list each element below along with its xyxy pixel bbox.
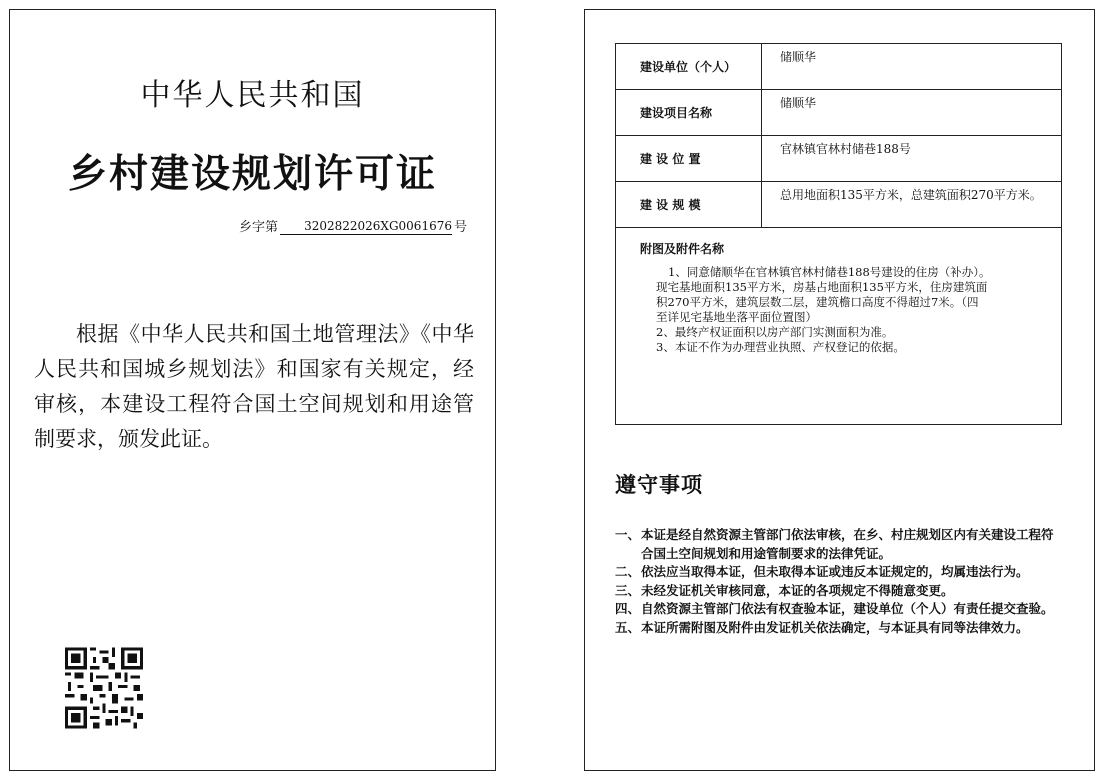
table-row [616,90,1062,136]
table-row [616,44,1062,90]
rule-index: 三、 [615,582,641,598]
row-label: 建设项目名称 [616,90,762,136]
attachment-line: 1、同意储顺华在官林镇官林村储巷188号建设的住房（补办）。 [668,265,991,279]
country-name: 中华人民共和国 [140,78,365,113]
certificate-title: 乡村建设规划许可证 [67,152,437,197]
rule-index: 五、 [615,619,641,635]
row-label: 建 设 位 置 [616,136,762,182]
rule-text: 自然资源主管部门依法有权查验本证，建设单位（个人）有责任提交查验。 [641,601,1054,616]
row-value: 官林镇官林村储巷188号 [762,136,1062,182]
rules-title: 遵守事项 [615,473,703,497]
rule-text: 未经发证机关审核同意，本证的各项规定不得随意变更。 [641,582,954,598]
rule-text: 依法应当取得本证，但未取得本证或违反本证规定的，均属违法行为。 [641,564,1029,579]
row-label: 建 设 规 模 [616,182,762,228]
attachment-line: 2、最终产权证面积以房产部门实测面积为准。 [656,325,894,339]
attachment-line: 至详见宅基地坐落平面位置图） [656,310,817,324]
rule-text: 本证所需附图及附件由发证机关依法确定，与本证具有同等法律效力。 [641,619,1029,635]
rule-index: 二、 [615,564,641,579]
list-item [615,563,1063,582]
rule-text: 本证是经自然资源主管部门依法审核，在乡、村庄规划区内有关建设工程符合国土空间规划和用途管制要求的法律凭证。 [641,527,1054,561]
rules-list [615,526,1063,637]
attachments-title: 附图及附件名称 [640,242,725,256]
attachments-row [616,228,1062,425]
list-item [615,619,1063,638]
certificate-front-page [9,9,496,771]
permit-number-line [239,216,467,235]
table-row [616,182,1062,228]
attachment-line: 3、本证不作为办理营业执照、产权登记的依据。 [656,340,905,354]
row-value: 储顺华 [762,44,1062,90]
rule-index: 四、 [615,601,641,616]
permit-number: 3202822026XG0061676 [280,219,452,235]
list-item [615,526,1063,563]
row-label: 建设单位（个人） [616,44,762,90]
permit-suffix: 号 [453,220,467,235]
attachments-cell [616,228,1062,425]
list-item [615,582,1063,601]
qr-code-icon [65,647,143,729]
project-info-table [615,43,1062,425]
legal-basis-text: 根据《中华人民共和国土地管理法》《中华人民共和国城乡规划法》和国家有关规定，经审核，本建设工程符合国土空间规划和用途管制要求，颁发此证。 [34,322,474,451]
certificate-back-page [584,9,1095,771]
row-value: 总用地面积135平方米，总建筑面积270平方米。 [762,182,1062,228]
attachment-line: 积270平方米，建筑层数二层，建筑檐口高度不得超过7米。（四 [656,295,979,309]
table-row [616,136,1062,182]
rule-index: 一、 [615,527,641,542]
row-value: 储顺华 [762,90,1062,136]
permit-prefix: 乡字第 [238,220,278,235]
attachment-line: 现宅基地面积135平方米，房基占地面积135平方米，住房建筑面 [656,280,988,294]
list-item [615,600,1063,619]
